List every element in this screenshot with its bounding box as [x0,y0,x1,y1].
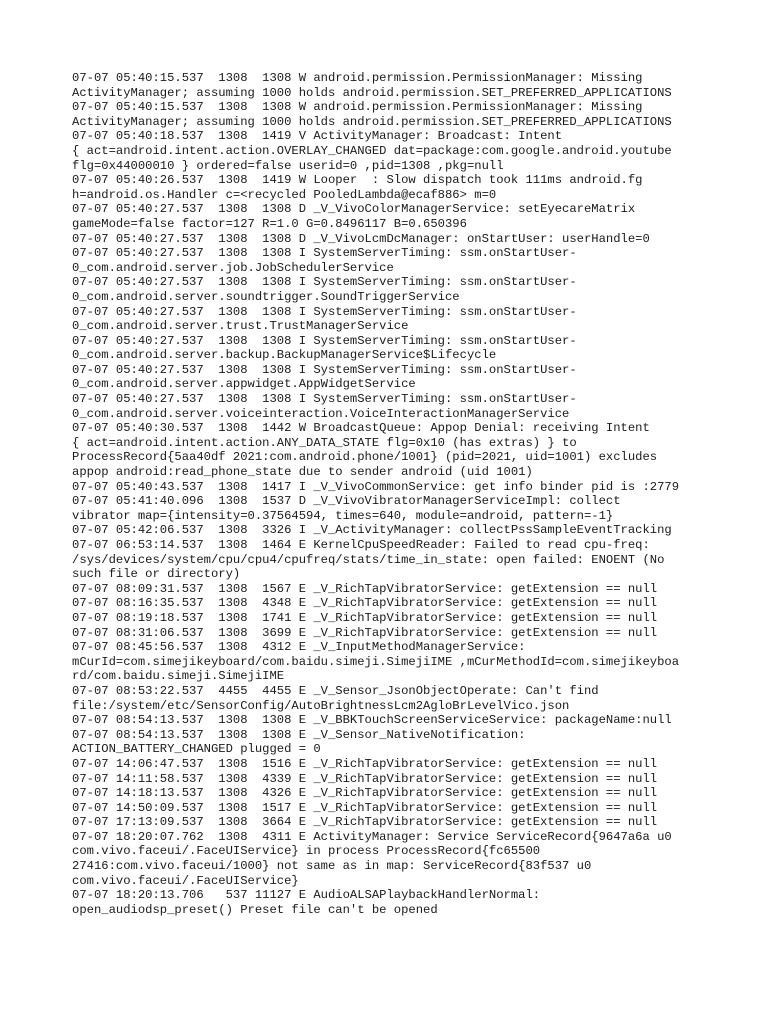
log-line: 07-07 18:20:07.762 1308 4311 E ActivityManager: Service ServiceRecord{9647a6a u0 [72,829,672,844]
log-line: flg=0x44000010 } ordered=false userid=0 ,pid=1308 ,pkg=null [72,158,504,173]
log-line: 07-07 08:09:31.537 1308 1567 E _V_RichTapVibratorService: getExtension == null [72,581,658,596]
log-line: 07-07 05:40:27.537 1308 1308 I SystemServerTiming: ssm.onStartUser- [72,275,577,290]
log-line: open_audiodsp_preset() Preset file can't be opened [72,902,438,917]
log-line: ProcessRecord{5aa40df 2021:com.android.phone/1001} (pid=2021, uid=1001) excludes [72,450,658,465]
log-line: 07-07 05:41:40.096 1308 1537 D _V_VivoVibratorManagerServiceImpl: collect [72,494,621,509]
log-line: 0_com.android.server.voiceinteraction.VoiceInteractionManagerService [72,406,570,421]
log-line: 0_com.android.server.appwidget.AppWidgetService [72,377,416,392]
log-line: rd/com.baidu.simeji.SimejiIME [72,669,285,684]
log-line: file:/system/etc/SensorConfig/AutoBrightnessLcm2AgloBrLevelVico.json [72,698,570,713]
log-line: gameMode=false factor=127 R=1.0 G=0.8496117 B=0.650396 [72,216,467,231]
log-line: 0_com.android.server.backup.BackupManagerService$Lifecycle [72,348,497,363]
log-line: 0_com.android.server.trust.TrustManagerService [72,319,409,334]
log-line: 07-07 08:31:06.537 1308 3699 E _V_RichTapVibratorService: getExtension == null [72,625,658,640]
log-line: 07-07 05:40:27.537 1308 1308 I SystemServerTiming: ssm.onStartUser- [72,362,577,377]
log-line: 0_com.android.server.soundtrigger.SoundTriggerService [72,289,460,304]
log-line: 07-07 05:40:15.537 1308 1308 W android.permission.PermissionManager: Missing [72,71,643,85]
log-text-block [72,71,712,917]
log-line: { act=android.intent.action.ANY_DATA_STATE flg=0x10 (has extras) } to [72,435,577,450]
log-line: 07-07 17:13:09.537 1308 3664 E _V_RichTapVibratorService: getExtension == null [72,815,658,830]
log-line: 07-07 08:19:18.537 1308 1741 E _V_RichTapVibratorService: getExtension == null [72,610,658,625]
log-line: com.vivo.faceui/.FaceUIService} in process ProcessRecord{fc65500 [72,844,541,859]
log-line: ACTION_BATTERY_CHANGED plugged = 0 [72,742,321,757]
log-line: 07-07 05:40:27.537 1308 1308 I SystemServerTiming: ssm.onStartUser- [72,333,577,348]
log-line: 07-07 05:40:15.537 1308 1308 W android.permission.PermissionManager: Missing [72,100,643,115]
log-line: 07-07 05:40:27.537 1308 1308 I SystemServerTiming: ssm.onStartUser- [72,392,577,407]
log-line: 07-07 14:50:09.537 1308 1517 E _V_RichTapVibratorService: getExtension == null [72,800,658,815]
log-line: 07-07 05:40:30.537 1308 1442 W BroadcastQueue: Appop Denial: receiving Intent [72,421,650,436]
log-line: /sys/devices/system/cpu/cpu4/cpufreq/stats/time_in_state: open failed: ENOENT (No [72,552,665,567]
log-line: 07-07 08:16:35.537 1308 4348 E _V_RichTapVibratorService: getExtension == null [72,596,658,611]
log-line: 07-07 05:40:27.537 1308 1308 I SystemServerTiming: ssm.onStartUser- [72,304,577,319]
log-line: vibrator map={intensity=0.37564594, times=640, module=android, pattern=-1} [72,508,614,523]
log-line: 07-07 05:40:27.537 1308 1308 D _V_VivoColorManagerService: setEyecareMatrix [72,202,636,217]
log-line: 07-07 08:54:13.537 1308 1308 E _V_BBKTouchScreenServiceService: packageName:null [72,713,672,728]
log-line: 07-07 08:54:13.537 1308 1308 E _V_Sensor_NativeNotification: [72,727,526,742]
log-line: com.vivo.faceui/.FaceUIService} [72,873,299,888]
log-line: ActivityManager; assuming 1000 holds android.permission.SET_PREFERRED_APPLICATIONS [72,85,672,100]
log-line: 07-07 08:53:22.537 4455 4455 E _V_Sensor_JsonObjectOperate: Can't find [72,683,599,698]
log-line: mCurId=com.simejikeyboard/com.baidu.simeji.SimejiIME ,mCurMethodId=com.simejikeyboa [72,654,680,669]
log-line: 07-07 14:18:13.537 1308 4326 E _V_RichTapVibratorService: getExtension == null [72,786,658,801]
log-line: 07-07 05:42:06.537 1308 3326 I _V_ActivityManager: collectPssSampleEventTracking [72,523,672,538]
log-line: appop android:read_phone_state due to sender android (uid 1001) [72,465,533,480]
log-line: { act=android.intent.action.OVERLAY_CHANGED dat=package:com.google.android.youtube [72,143,672,158]
log-line: 07-07 14:11:58.537 1308 4339 E _V_RichTapVibratorService: getExtension == null [72,771,658,786]
log-line: 07-07 05:40:18.537 1308 1419 V ActivityManager: Broadcast: Intent [72,129,563,144]
log-line: 07-07 05:40:27.537 1308 1308 D _V_VivoLcmDcManager: onStartUser: userHandle=0 [72,231,650,246]
log-line: 07-07 06:53:14.537 1308 1464 E KernelCpuSpeedReader: Failed to read cpu-freq: [72,538,650,552]
log-line: 07-07 08:45:56.537 1308 4312 E _V_InputMethodManagerService: [72,640,526,655]
log-line: 07-07 18:20:13.706 537 11127 E AudioALSAPlaybackHandlerNormal: [72,888,541,903]
log-line: 0_com.android.server.job.JobSchedulerService [72,260,394,275]
log-line: 07-07 05:40:43.537 1308 1417 I _V_VivoCommonService: get info binder pid is :2779 [72,479,680,494]
log-line: 07-07 05:40:27.537 1308 1308 I SystemServerTiming: ssm.onStartUser- [72,246,577,261]
log-line: such file or directory) [72,567,241,582]
log-line: 27416:com.vivo.faceui/1000} not same as in map: ServiceRecord{83f537 u0 [72,859,592,874]
log-line: 07-07 14:06:47.537 1308 1516 E _V_RichTapVibratorService: getExtension == null [72,756,658,771]
log-line: 07-07 05:40:26.537 1308 1419 W Looper : Slow dispatch took 111ms android.fg [72,173,643,188]
log-line: ActivityManager; assuming 1000 holds android.permission.SET_PREFERRED_APPLICATIONS [72,114,672,129]
log-line: h=android.os.Handler c=<recycled PooledLambda@ecaf886> m=0 [72,187,497,202]
